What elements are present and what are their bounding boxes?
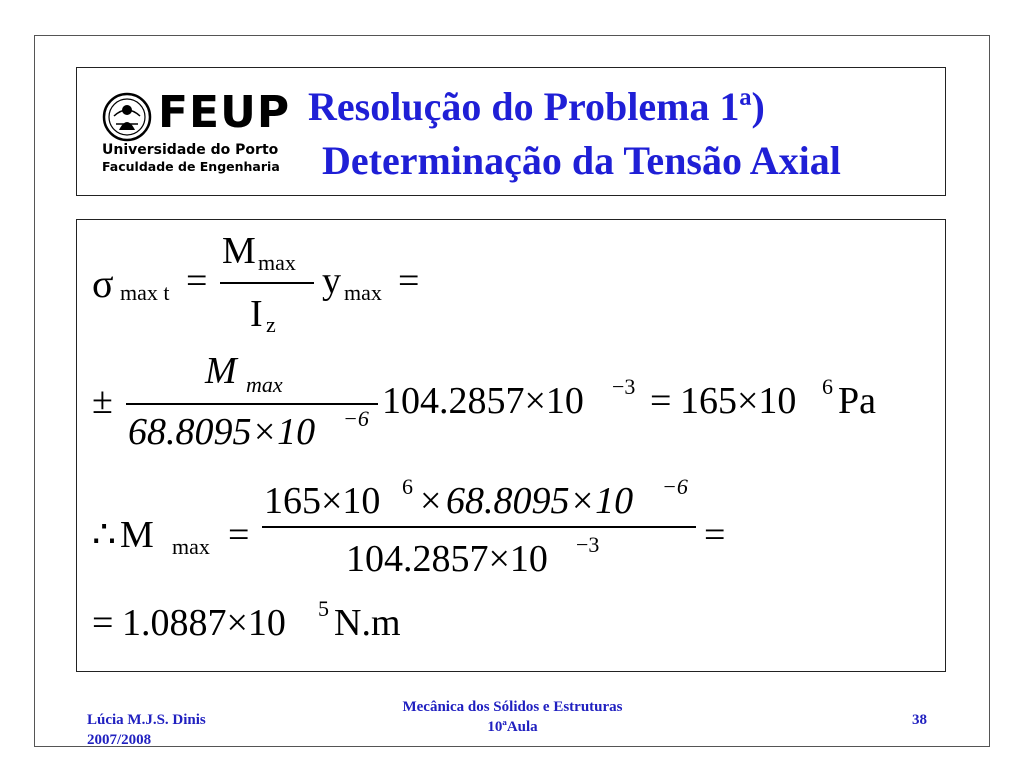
equals-sign: = — [92, 602, 114, 644]
sigma-symbol: σ — [92, 261, 114, 306]
logo-wordmark: FEUP — [158, 87, 291, 138]
fraction-denominator: I — [250, 293, 263, 335]
numerator-times: × — [420, 480, 442, 522]
multiplier-exponent: −3 — [612, 374, 636, 399]
university-seal-icon — [102, 92, 152, 142]
numerator-part-c: 68.8095×10 — [446, 480, 634, 522]
fraction-bar — [262, 526, 696, 528]
fraction-denominator-subscript: z — [266, 312, 276, 337]
final-exponent: 5 — [318, 596, 329, 621]
footer-course: Mecânica dos Sólidos e Estruturas — [402, 699, 623, 715]
trailing-equals: = — [398, 260, 420, 302]
numerator-part-a-exponent: 6 — [402, 474, 413, 499]
footer-lesson: 10ªAula — [487, 719, 538, 735]
lhs-symbol: M — [120, 514, 154, 556]
footer-author-block — [87, 710, 206, 750]
result-value: 165×10 — [680, 380, 797, 422]
final-unit: N.m — [334, 602, 401, 644]
final-value: 1.0887×10 — [122, 602, 286, 644]
fraction-denominator-exponent: −6 — [343, 406, 369, 431]
slide-title-line-1: Resolução do Problema 1ª) — [308, 84, 765, 129]
result-exponent: 6 — [822, 374, 833, 399]
therefore-symbol: ∴ — [92, 514, 117, 556]
slide-title-line-2: Determinação da Tensão Axial — [322, 138, 841, 183]
numerator-part-c-exponent: −6 — [662, 474, 688, 499]
fraction-denominator: 68.8095×10 — [128, 411, 316, 453]
equals-sign: = — [228, 514, 250, 556]
fraction-numerator-subscript: max — [246, 372, 283, 397]
logo-university: Universidade do Porto — [102, 142, 279, 158]
numerator-part-a: 165×10 — [264, 480, 381, 522]
multiplier-value: 104.2857×10 — [382, 380, 584, 422]
fraction-bar — [220, 282, 314, 284]
equals-sign: = — [650, 380, 672, 422]
footer-author: Lúcia M.J.S. Dinis — [87, 712, 206, 728]
lhs-subscript: max — [172, 534, 210, 559]
footer-course-block — [320, 697, 705, 737]
result-unit: Pa — [838, 380, 876, 422]
feup-logo — [102, 86, 302, 178]
footer-year: 2007/2008 — [87, 732, 152, 748]
fraction-numerator-subscript: max — [258, 250, 296, 275]
plus-minus: ± — [92, 380, 113, 422]
y-symbol: y — [322, 260, 341, 302]
fraction-numerator: M — [205, 350, 237, 392]
fraction-bar — [126, 403, 378, 405]
page-number: 38 — [912, 712, 927, 728]
equals-sign: = — [186, 260, 208, 302]
sigma-subscript: max t — [120, 280, 170, 305]
y-subscript: max — [344, 280, 382, 305]
fraction-denominator-exponent: −3 — [576, 532, 600, 557]
logo-faculty: Faculdade de Engenharia — [102, 159, 280, 174]
fraction-numerator: M — [222, 230, 256, 272]
trailing-equals: = — [704, 514, 726, 556]
fraction-denominator: 104.2857×10 — [346, 538, 548, 580]
